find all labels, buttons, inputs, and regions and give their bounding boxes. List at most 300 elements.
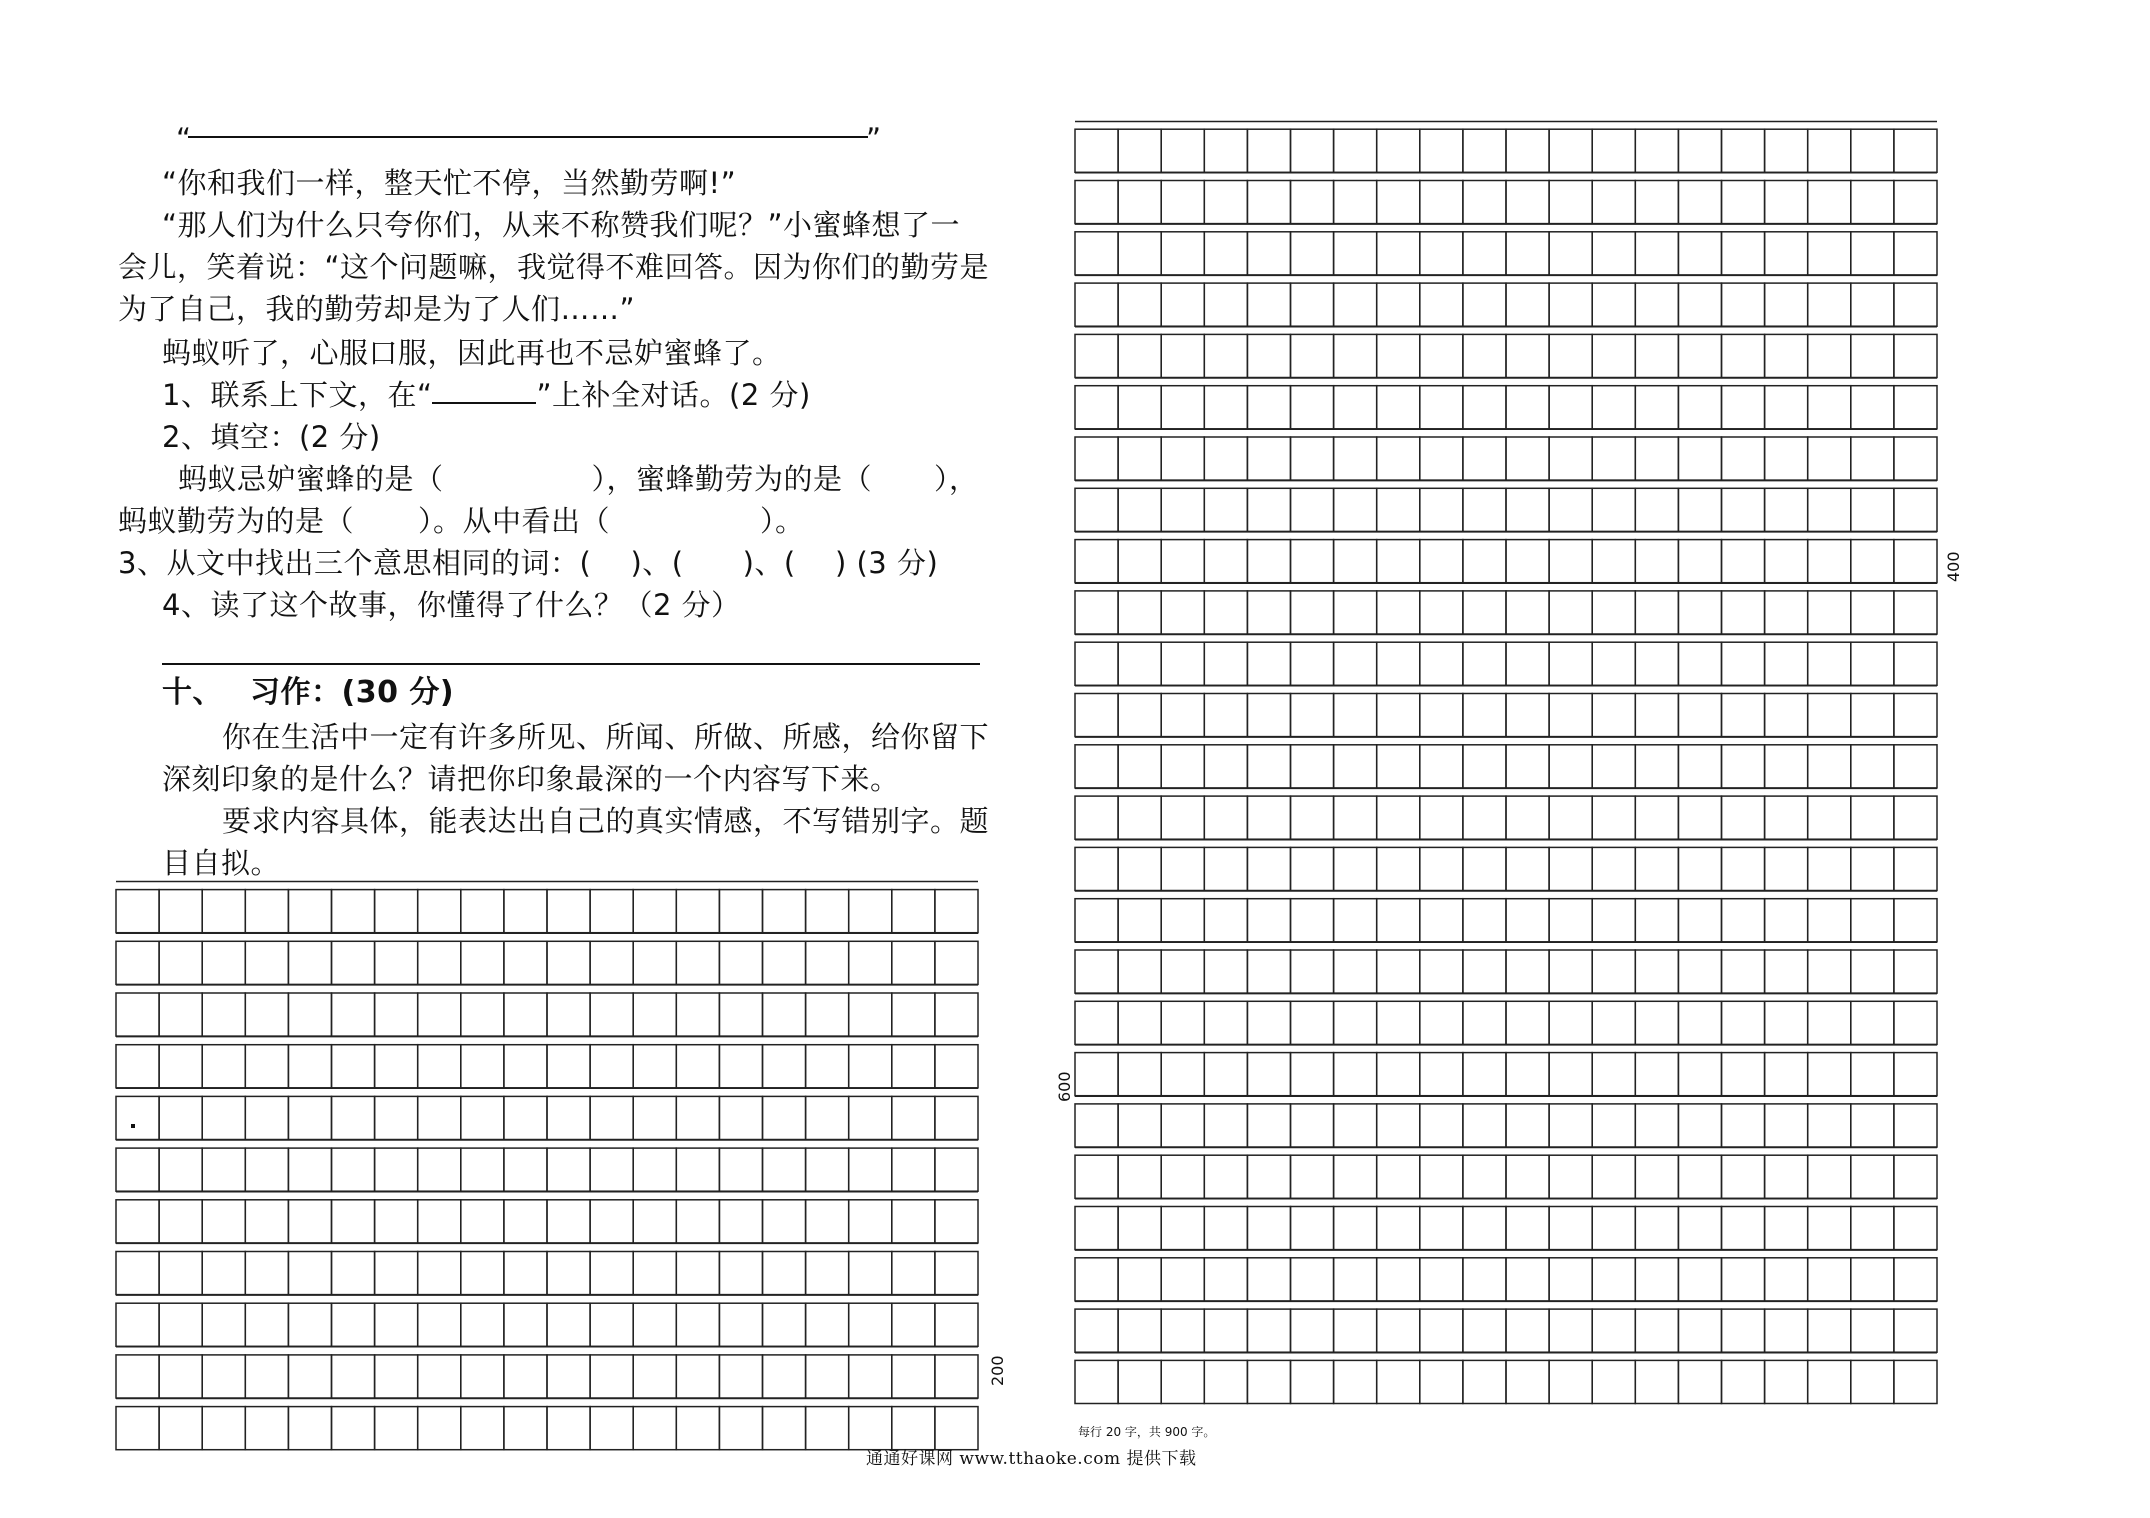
grid-cell[interactable] <box>332 1148 375 1191</box>
grid-cell[interactable] <box>1722 181 1765 224</box>
grid-cell[interactable] <box>547 1407 590 1450</box>
grid-cell[interactable] <box>1161 1360 1204 1403</box>
grid-cell[interactable] <box>202 1355 245 1398</box>
grid-cell[interactable] <box>806 1355 849 1398</box>
grid-cell[interactable] <box>1118 129 1161 172</box>
grid-cell[interactable] <box>590 1407 633 1450</box>
grid-cell[interactable] <box>1765 540 1808 583</box>
grid-cell[interactable] <box>1592 1104 1635 1147</box>
grid-cell[interactable] <box>332 1200 375 1243</box>
grid-cell[interactable] <box>1765 283 1808 326</box>
grid-cell[interactable] <box>719 890 762 933</box>
grid-cell[interactable] <box>1549 1155 1592 1198</box>
grid-cell[interactable] <box>1334 129 1377 172</box>
grid-cell[interactable] <box>1722 540 1765 583</box>
grid-cell[interactable] <box>1377 488 1420 531</box>
grid-cell[interactable] <box>1506 437 1549 480</box>
grid-cell[interactable] <box>1420 1258 1463 1301</box>
grid-cell[interactable] <box>1420 642 1463 685</box>
grid-cell[interactable] <box>1204 1155 1247 1198</box>
grid-cell[interactable] <box>1291 642 1334 685</box>
grid-cell[interactable] <box>461 993 504 1036</box>
grid-cell[interactable] <box>1204 540 1247 583</box>
grid-cell[interactable] <box>159 1407 202 1450</box>
grid-cell[interactable] <box>1118 1309 1161 1352</box>
grid-cell[interactable] <box>1851 847 1894 890</box>
grid-cell[interactable] <box>504 993 547 1036</box>
grid-cell[interactable] <box>719 1355 762 1398</box>
grid-cell[interactable] <box>1247 591 1290 634</box>
grid-cell[interactable] <box>806 1200 849 1243</box>
grid-cell[interactable] <box>1808 1207 1851 1250</box>
grid-cell[interactable] <box>202 1303 245 1346</box>
grid-cell[interactable] <box>1808 745 1851 788</box>
grid-cell[interactable] <box>116 1303 159 1346</box>
grid-cell[interactable] <box>1678 1258 1721 1301</box>
grid-cell[interactable] <box>1204 1309 1247 1352</box>
grid-cell[interactable] <box>1722 488 1765 531</box>
grid-cell[interactable] <box>1506 181 1549 224</box>
grid-cell[interactable] <box>332 993 375 1036</box>
grid-cell[interactable] <box>1635 488 1678 531</box>
grid-cell[interactable] <box>1851 334 1894 377</box>
grid-cell[interactable] <box>1592 591 1635 634</box>
grid-cell[interactable] <box>1377 1104 1420 1147</box>
grid-cell[interactable] <box>719 1303 762 1346</box>
grid-cell[interactable] <box>935 1200 978 1243</box>
grid-cell[interactable] <box>1549 694 1592 737</box>
grid-cell[interactable] <box>1420 386 1463 429</box>
grid-cell[interactable] <box>1808 694 1851 737</box>
grid-cell[interactable] <box>245 1200 288 1243</box>
grid-cell[interactable] <box>1894 129 1937 172</box>
grid-cell[interactable] <box>1420 1155 1463 1198</box>
grid-cell[interactable] <box>763 1303 806 1346</box>
grid-cell[interactable] <box>504 1303 547 1346</box>
grid-cell[interactable] <box>1851 1360 1894 1403</box>
grid-cell[interactable] <box>1506 847 1549 890</box>
grid-cell[interactable] <box>1463 796 1506 839</box>
grid-cell[interactable] <box>1851 950 1894 993</box>
grid-cell[interactable] <box>418 1096 461 1139</box>
grid-cell[interactable] <box>633 890 676 933</box>
grid-cell[interactable] <box>1075 232 1118 275</box>
grid-cell[interactable] <box>1765 1104 1808 1147</box>
grid-cell[interactable] <box>1161 642 1204 685</box>
grid-cell[interactable] <box>159 1200 202 1243</box>
grid-cell[interactable] <box>1678 694 1721 737</box>
grid-cell[interactable] <box>1635 1258 1678 1301</box>
grid-cell[interactable] <box>892 941 935 984</box>
grid-cell[interactable] <box>1765 796 1808 839</box>
grid-cell[interactable] <box>1592 694 1635 737</box>
grid-cell[interactable] <box>590 941 633 984</box>
grid-cell[interactable] <box>849 1355 892 1398</box>
grid-cell[interactable] <box>288 1096 331 1139</box>
grid-cell[interactable] <box>547 890 590 933</box>
grid-cell[interactable] <box>1204 129 1247 172</box>
grid-cell[interactable] <box>1808 129 1851 172</box>
grid-cell[interactable] <box>1334 847 1377 890</box>
grid-cell[interactable] <box>159 1096 202 1139</box>
grid-cell[interactable] <box>1506 540 1549 583</box>
grid-cell[interactable] <box>116 941 159 984</box>
grid-cell[interactable] <box>504 890 547 933</box>
grid-cell[interactable] <box>1851 642 1894 685</box>
grid-cell[interactable] <box>1204 1360 1247 1403</box>
grid-cell[interactable] <box>1592 899 1635 942</box>
grid-cell[interactable] <box>1334 1104 1377 1147</box>
grid-cell[interactable] <box>1377 796 1420 839</box>
grid-cell[interactable] <box>1075 899 1118 942</box>
grid-cell[interactable] <box>1765 488 1808 531</box>
grid-cell[interactable] <box>288 993 331 1036</box>
grid-cell[interactable] <box>1808 1258 1851 1301</box>
grid-cell[interactable] <box>504 1252 547 1295</box>
grid-cell[interactable] <box>1247 1053 1290 1096</box>
grid-cell[interactable] <box>245 1045 288 1088</box>
grid-cell[interactable] <box>202 1407 245 1450</box>
grid-cell[interactable] <box>1678 796 1721 839</box>
grid-cell[interactable] <box>763 1355 806 1398</box>
grid-cell[interactable] <box>1635 386 1678 429</box>
grid-cell[interactable] <box>1506 899 1549 942</box>
grid-cell[interactable] <box>892 1252 935 1295</box>
grid-cell[interactable] <box>1635 642 1678 685</box>
grid-cell[interactable] <box>1894 1155 1937 1198</box>
grid-cell[interactable] <box>1075 334 1118 377</box>
grid-cell[interactable] <box>676 1200 719 1243</box>
grid-cell[interactable] <box>1420 437 1463 480</box>
grid-cell[interactable] <box>418 1200 461 1243</box>
grid-cell[interactable] <box>1506 1258 1549 1301</box>
grid-cell[interactable] <box>1506 488 1549 531</box>
grid-cell[interactable] <box>1291 488 1334 531</box>
grid-cell[interactable] <box>1118 1001 1161 1044</box>
grid-cell[interactable] <box>375 1148 418 1191</box>
grid-cell[interactable] <box>1161 796 1204 839</box>
grid-cell[interactable] <box>1463 181 1506 224</box>
grid-cell[interactable] <box>1247 950 1290 993</box>
grid-cell[interactable] <box>1204 1053 1247 1096</box>
grid-cell[interactable] <box>849 993 892 1036</box>
grid-cell[interactable] <box>1075 642 1118 685</box>
grid-cell[interactable] <box>1377 1309 1420 1352</box>
grid-cell[interactable] <box>1247 1104 1290 1147</box>
grid-cell[interactable] <box>892 1096 935 1139</box>
grid-cell[interactable] <box>1291 540 1334 583</box>
grid-cell[interactable] <box>1635 899 1678 942</box>
grid-cell[interactable] <box>1765 1053 1808 1096</box>
grid-cell[interactable] <box>1377 950 1420 993</box>
grid-cell[interactable] <box>1204 847 1247 890</box>
grid-cell[interactable] <box>116 1045 159 1088</box>
grid-cell[interactable] <box>1291 283 1334 326</box>
grid-cell[interactable] <box>1592 796 1635 839</box>
grid-cell[interactable] <box>504 1045 547 1088</box>
grid-cell[interactable] <box>1463 129 1506 172</box>
grid-cell[interactable] <box>1592 1155 1635 1198</box>
grid-cell[interactable] <box>892 1200 935 1243</box>
grid-cell[interactable] <box>1722 1155 1765 1198</box>
grid-cell[interactable] <box>1204 950 1247 993</box>
grid-cell[interactable] <box>935 1355 978 1398</box>
grid-cell[interactable] <box>1463 334 1506 377</box>
grid-cell[interactable] <box>1549 1207 1592 1250</box>
grid-cell[interactable] <box>1291 1207 1334 1250</box>
grid-cell[interactable] <box>332 1045 375 1088</box>
grid-cell[interactable] <box>892 1045 935 1088</box>
grid-cell[interactable] <box>1420 283 1463 326</box>
grid-cell[interactable] <box>1204 437 1247 480</box>
grid-cell[interactable] <box>288 1355 331 1398</box>
grid-cell[interactable] <box>332 1407 375 1450</box>
grid-cell[interactable] <box>1851 488 1894 531</box>
grid-cell[interactable] <box>1635 1001 1678 1044</box>
grid-cell[interactable] <box>590 1045 633 1088</box>
grid-cell[interactable] <box>590 993 633 1036</box>
grid-cell[interactable] <box>375 941 418 984</box>
grid-cell[interactable] <box>1118 232 1161 275</box>
grid-cell[interactable] <box>1549 1001 1592 1044</box>
grid-cell[interactable] <box>547 1148 590 1191</box>
grid-cell[interactable] <box>849 1200 892 1243</box>
grid-cell[interactable] <box>1420 540 1463 583</box>
grid-cell[interactable] <box>1808 950 1851 993</box>
grid-cell[interactable] <box>1678 283 1721 326</box>
grid-cell[interactable] <box>1075 129 1118 172</box>
grid-cell[interactable] <box>202 1045 245 1088</box>
grid-cell[interactable] <box>633 941 676 984</box>
grid-cell[interactable] <box>1635 232 1678 275</box>
grid-cell[interactable] <box>1161 1104 1204 1147</box>
grid-cell[interactable] <box>375 1096 418 1139</box>
grid-cell[interactable] <box>1334 540 1377 583</box>
grid-cell[interactable] <box>1334 950 1377 993</box>
grid-cell[interactable] <box>1851 745 1894 788</box>
grid-cell[interactable] <box>1075 181 1118 224</box>
grid-cell[interactable] <box>1075 488 1118 531</box>
grid-cell[interactable] <box>1291 334 1334 377</box>
grid-cell[interactable] <box>1161 1207 1204 1250</box>
grid-cell[interactable] <box>1118 642 1161 685</box>
grid-cell[interactable] <box>1506 334 1549 377</box>
grid-cell[interactable] <box>1678 437 1721 480</box>
grid-cell[interactable] <box>1247 129 1290 172</box>
grid-cell[interactable] <box>1506 1001 1549 1044</box>
grid-cell[interactable] <box>1161 1053 1204 1096</box>
grid-cell[interactable] <box>1894 847 1937 890</box>
grid-cell[interactable] <box>159 993 202 1036</box>
grid-cell[interactable] <box>461 1148 504 1191</box>
grid-cell[interactable] <box>1894 745 1937 788</box>
grid-cell[interactable] <box>1420 181 1463 224</box>
grid-cell[interactable] <box>1377 181 1420 224</box>
grid-cell[interactable] <box>202 941 245 984</box>
grid-cell[interactable] <box>1161 129 1204 172</box>
grid-cell[interactable] <box>719 993 762 1036</box>
grid-cell[interactable] <box>1549 745 1592 788</box>
grid-cell[interactable] <box>892 1148 935 1191</box>
answer-blank-dialogue[interactable] <box>188 136 868 138</box>
grid-cell[interactable] <box>1851 283 1894 326</box>
grid-cell[interactable] <box>1247 899 1290 942</box>
grid-cell[interactable] <box>1506 1155 1549 1198</box>
grid-cell[interactable] <box>245 993 288 1036</box>
grid-cell[interactable] <box>1118 899 1161 942</box>
grid-cell[interactable] <box>633 993 676 1036</box>
grid-cell[interactable] <box>719 1096 762 1139</box>
grid-cell[interactable] <box>1678 1309 1721 1352</box>
grid-cell[interactable] <box>1334 1360 1377 1403</box>
grid-cell[interactable] <box>1075 591 1118 634</box>
grid-cell[interactable] <box>1118 1360 1161 1403</box>
grid-cell[interactable] <box>1722 694 1765 737</box>
grid-cell[interactable] <box>1894 386 1937 429</box>
grid-cell[interactable] <box>461 941 504 984</box>
grid-cell[interactable] <box>547 993 590 1036</box>
grid-cell[interactable] <box>1118 694 1161 737</box>
grid-cell[interactable] <box>1592 745 1635 788</box>
grid-cell[interactable] <box>806 941 849 984</box>
grid-cell[interactable] <box>1678 334 1721 377</box>
grid-cell[interactable] <box>633 1200 676 1243</box>
grid-cell[interactable] <box>1592 232 1635 275</box>
grid-cell[interactable] <box>1204 694 1247 737</box>
grid-cell[interactable] <box>1247 1001 1290 1044</box>
grid-cell[interactable] <box>1808 1104 1851 1147</box>
grid-cell[interactable] <box>1808 1053 1851 1096</box>
grid-cell[interactable] <box>1851 232 1894 275</box>
grid-cell[interactable] <box>1247 437 1290 480</box>
grid-cell[interactable] <box>676 1252 719 1295</box>
grid-cell[interactable] <box>418 941 461 984</box>
grid-cell[interactable] <box>1463 1001 1506 1044</box>
grid-cell[interactable] <box>1377 694 1420 737</box>
grid-cell[interactable] <box>1377 386 1420 429</box>
grid-cell[interactable] <box>1377 1155 1420 1198</box>
grid-cell[interactable] <box>1678 129 1721 172</box>
grid-cell[interactable] <box>1161 1155 1204 1198</box>
grid-cell[interactable] <box>1592 847 1635 890</box>
grid-cell[interactable] <box>1247 642 1290 685</box>
grid-cell[interactable] <box>763 890 806 933</box>
grid-cell[interactable] <box>849 1303 892 1346</box>
grid-cell[interactable] <box>1765 694 1808 737</box>
grid-cell[interactable] <box>1377 642 1420 685</box>
grid-cell[interactable] <box>1161 847 1204 890</box>
grid-cell[interactable] <box>1247 540 1290 583</box>
grid-cell[interactable] <box>1678 950 1721 993</box>
grid-cell[interactable] <box>1075 1053 1118 1096</box>
grid-cell[interactable] <box>1549 181 1592 224</box>
grid-cell[interactable] <box>763 1045 806 1088</box>
grid-cell[interactable] <box>1808 796 1851 839</box>
grid-cell[interactable] <box>763 1200 806 1243</box>
grid-cell[interactable] <box>1765 642 1808 685</box>
grid-cell[interactable] <box>1765 899 1808 942</box>
grid-cell[interactable] <box>633 1045 676 1088</box>
grid-cell[interactable] <box>375 1407 418 1450</box>
grid-cell[interactable] <box>547 941 590 984</box>
grid-cell[interactable] <box>1377 232 1420 275</box>
grid-cell[interactable] <box>1851 1104 1894 1147</box>
grid-cell[interactable] <box>547 1045 590 1088</box>
grid-cell[interactable] <box>202 890 245 933</box>
grid-cell[interactable] <box>1722 386 1765 429</box>
grid-cell[interactable] <box>1808 334 1851 377</box>
grid-cell[interactable] <box>1075 1258 1118 1301</box>
grid-cell[interactable] <box>1075 1155 1118 1198</box>
grid-cell[interactable] <box>1075 745 1118 788</box>
grid-cell[interactable] <box>1506 796 1549 839</box>
grid-cell[interactable] <box>1808 1155 1851 1198</box>
grid-cell[interactable] <box>1420 745 1463 788</box>
grid-cell[interactable] <box>676 941 719 984</box>
grid-cell[interactable] <box>1549 796 1592 839</box>
grid-cell[interactable] <box>1506 1207 1549 1250</box>
grid-cell[interactable] <box>590 1200 633 1243</box>
grid-cell[interactable] <box>1851 796 1894 839</box>
grid-cell[interactable] <box>547 1200 590 1243</box>
grid-cell[interactable] <box>1118 540 1161 583</box>
grid-cell[interactable] <box>1463 847 1506 890</box>
grid-cell[interactable] <box>935 941 978 984</box>
grid-cell[interactable] <box>1075 1001 1118 1044</box>
grid-cell[interactable] <box>1377 1207 1420 1250</box>
grid-cell[interactable] <box>1678 1207 1721 1250</box>
grid-cell[interactable] <box>1722 1001 1765 1044</box>
grid-cell[interactable] <box>1334 437 1377 480</box>
grid-cell[interactable] <box>159 890 202 933</box>
grid-cell[interactable] <box>849 890 892 933</box>
grid-cell[interactable] <box>1247 1309 1290 1352</box>
grid-cell[interactable] <box>1592 1207 1635 1250</box>
grid-cell[interactable] <box>1635 129 1678 172</box>
grid-cell[interactable] <box>1377 591 1420 634</box>
grid-cell[interactable] <box>1463 642 1506 685</box>
grid-cell[interactable] <box>849 1096 892 1139</box>
grid-cell[interactable] <box>1549 1053 1592 1096</box>
grid-cell[interactable] <box>1592 1360 1635 1403</box>
grid-cell[interactable] <box>504 1355 547 1398</box>
grid-cell[interactable] <box>1420 1053 1463 1096</box>
grid-cell[interactable] <box>375 1045 418 1088</box>
grid-cell[interactable] <box>1592 1001 1635 1044</box>
grid-cell[interactable] <box>1161 386 1204 429</box>
grid-cell[interactable] <box>1118 591 1161 634</box>
grid-cell[interactable] <box>1635 796 1678 839</box>
grid-cell[interactable] <box>1765 232 1808 275</box>
grid-cell[interactable] <box>1075 694 1118 737</box>
grid-cell[interactable] <box>1247 283 1290 326</box>
grid-cell[interactable] <box>806 1303 849 1346</box>
grid-cell[interactable] <box>1549 129 1592 172</box>
grid-cell[interactable] <box>1334 694 1377 737</box>
grid-cell[interactable] <box>1635 437 1678 480</box>
grid-cell[interactable] <box>461 1096 504 1139</box>
grid-cell[interactable] <box>1334 1155 1377 1198</box>
grid-cell[interactable] <box>1463 745 1506 788</box>
grid-cell[interactable] <box>1506 129 1549 172</box>
grid-cell[interactable] <box>1851 1309 1894 1352</box>
grid-cell[interactable] <box>1334 181 1377 224</box>
grid-cell[interactable] <box>1549 1104 1592 1147</box>
grid-cell[interactable] <box>1808 642 1851 685</box>
grid-cell[interactable] <box>1549 232 1592 275</box>
grid-cell[interactable] <box>332 1252 375 1295</box>
grid-cell[interactable] <box>288 1252 331 1295</box>
